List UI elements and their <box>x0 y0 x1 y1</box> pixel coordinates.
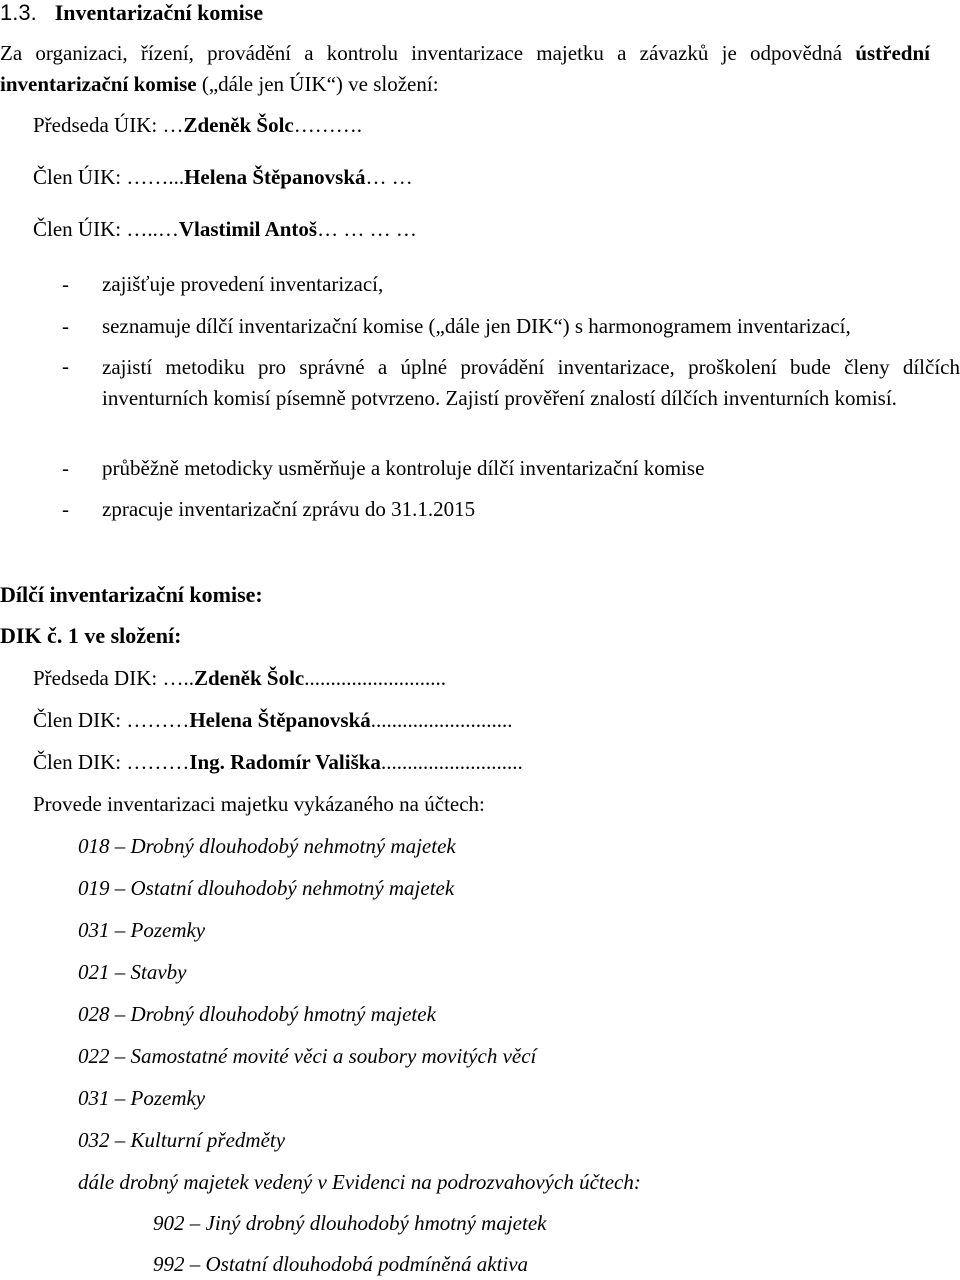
bullet-dash: - <box>62 272 69 296</box>
member-suffix: ........................... <box>370 708 513 732</box>
member-suffix: ........................... <box>380 750 523 774</box>
duty-text: zajistí metodiku pro správné a úplné provádění inventarizace, proškolení bude členy dílčích inventurních komisí písemně potvrzeno. Zajistí prověření znalostí dílčích inventurních komisí. <box>102 355 960 410</box>
uik-member-2 <box>33 217 417 242</box>
intro-bold: ústřední inventarizační komise <box>0 41 930 96</box>
duty-text: zpracuje inventarizační zprávu do 31.1.2015 <box>102 497 476 521</box>
member-suffix: ........................... <box>304 666 446 690</box>
member-role: Předseda ÚIK: … <box>33 113 184 137</box>
intro-text: Za organizaci, řízení, provádění a kontrolu inventarizace majetku a závazků je odpovědná <box>0 41 856 65</box>
offbalance-item: 992 – Ostatní dlouhodobá podmíněná aktiva <box>153 1252 529 1276</box>
dik-section-title: Dílčí inventarizační komise: <box>0 582 263 607</box>
member-name: Ing. Radomír Vališka <box>189 750 381 774</box>
member-role: Předseda DIK: ….. <box>33 666 194 690</box>
offbalance-intro: dále drobný majetek vedený v Evidenci na podrozvahových účtech: <box>78 1170 641 1194</box>
bullet-dash: - <box>62 497 69 521</box>
account-item: 021 – Stavby <box>78 960 187 984</box>
account-item: 032 – Kulturní předměty <box>78 1128 286 1152</box>
offbalance-item: 902 – Jiný drobný dlouhodobý hmotný majetek <box>153 1211 547 1235</box>
member-suffix: … … <box>365 165 413 189</box>
dik-member-2 <box>33 750 523 775</box>
account-item: 022 – Samostatné movité věci a soubory movitých věcí <box>78 1044 537 1068</box>
dik-member-1 <box>33 708 513 733</box>
member-name: Zdeněk Šolc <box>183 113 294 137</box>
bullet-dash: - <box>62 354 69 378</box>
account-item: 031 – Pozemky <box>78 918 206 942</box>
member-suffix: ………. <box>293 113 362 137</box>
intro-paragraph <box>0 38 930 100</box>
section-number: 1.3. <box>0 0 37 25</box>
member-suffix: … … … … <box>317 217 417 241</box>
account-item: 019 – Ostatní dlouhodobý nehmotný majetek <box>78 876 455 900</box>
member-role: Člen DIK: ……… <box>33 750 190 774</box>
duty-text: zajišťuje provedení inventarizací, <box>102 272 384 296</box>
duty-item <box>0 352 960 447</box>
section-heading <box>0 0 263 26</box>
bullet-dash: - <box>62 314 69 338</box>
accounts-intro: Provede inventarizaci majetku vykázaného na účtech: <box>33 792 485 816</box>
bullet-dash: - <box>62 456 69 480</box>
uik-member-1 <box>33 165 413 190</box>
dik-subtitle: DIK č. 1 ve složení: <box>0 623 182 648</box>
member-name: Vlastimil Antoš <box>178 217 318 241</box>
dik-member-chair <box>33 666 446 691</box>
duty-text: průběžně metodicky usměrňuje a kontroluje dílčí inventarizační komise <box>102 456 705 480</box>
member-name: Zdeněk Šolc <box>193 666 305 690</box>
member-name: Helena Štěpanovská <box>184 165 366 189</box>
account-item: 028 – Drobný dlouhodobý hmotný majetek <box>78 1002 436 1026</box>
member-name: Helena Štěpanovská <box>189 708 371 732</box>
intro-tail: („dále jen ÚIK“) ve složení: <box>196 72 439 96</box>
uik-member-chair <box>33 113 362 138</box>
member-role: Člen DIK: ……… <box>33 708 190 732</box>
section-title: Inventarizační komise <box>54 0 264 25</box>
duty-text: seznamuje dílčí inventarizační komise („dále jen DIK“) s harmonogramem inventarizací, <box>102 314 851 338</box>
account-item: 018 – Drobný dlouhodobý nehmotný majetek <box>78 834 456 858</box>
account-item: 031 – Pozemky <box>78 1086 206 1110</box>
member-role: Člen ÚIK: ……... <box>33 165 185 189</box>
member-role: Člen ÚIK: …..… <box>33 217 179 241</box>
